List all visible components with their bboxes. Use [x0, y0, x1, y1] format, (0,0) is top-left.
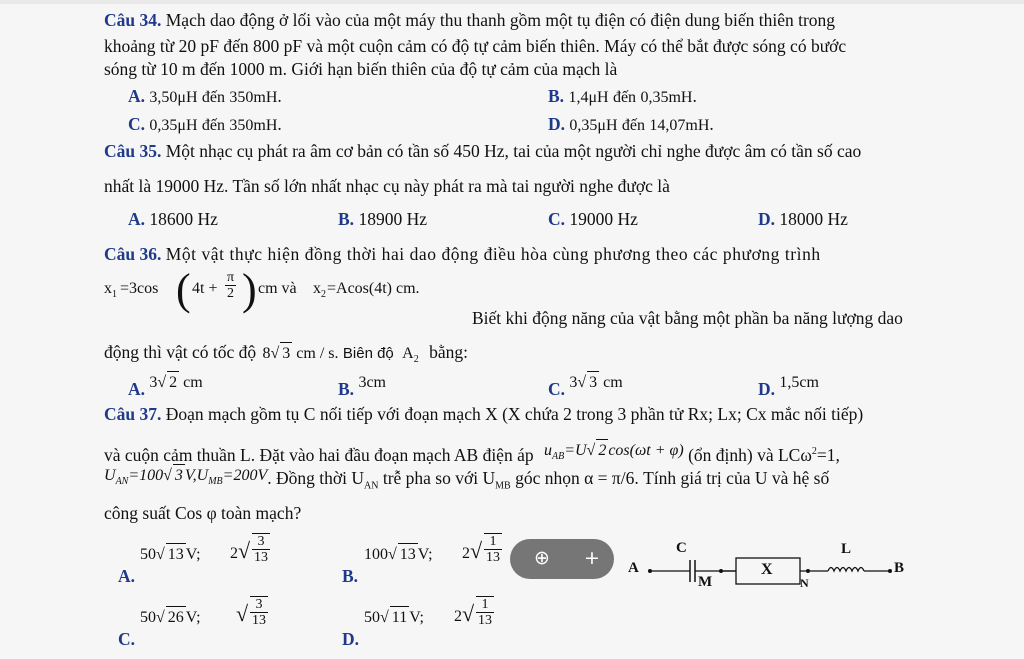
q34-option-b[interactable]: B. 1,4μH đến 0,35mH. — [548, 86, 697, 106]
circuit-svg — [628, 538, 918, 594]
label-n: N — [800, 576, 809, 590]
q37-line1: Câu 37. Đoạn mạch gồm tụ C nối tiếp với đoạn mạch X (X chứa 2 trong 3 phần tử Rx; Lx; Cx mắc nối tiếp) — [104, 404, 864, 424]
q37-option-d[interactable]: D. 50√ 11 V; 2 √ $\frac{1}{13}$ — [342, 597, 492, 649]
q37-option-b[interactable]: B. 100√ 13 V; 2 √ $\frac{1}{13}$ — [342, 534, 500, 586]
q34-line3: sóng từ 10 m đến 1000 m. Giới hạn biến thiên của độ tự cảm của mạch là — [104, 59, 618, 79]
top-strip — [0, 0, 1024, 4]
q36-option-d[interactable]: D. 1,5cm — [758, 374, 819, 399]
q37-line4: công suất Cos φ toàn mạch? — [104, 503, 302, 523]
q37-option-c[interactable]: C. 50√ 26 V; √ $\frac{3}{13}$ — [118, 597, 266, 649]
q36-label: Câu 36. — [104, 244, 162, 264]
q36-option-a[interactable]: A. 3√ 2 cm — [128, 370, 203, 394]
q34-line1: Câu 34. Mạch dao động ở lối vào của một máy thu thanh gồm một tụ điện có điện dung biến thiên trong — [104, 10, 836, 30]
q34-option-d[interactable]: D. 0,35μH đến 14,07mH. — [548, 114, 714, 134]
document-page: Câu 34. Mạch dao động ở lối vào của một máy thu thanh gồm một tụ điện có điện dung biến thiên trong khoảng từ 20 pF đến 800 pF và một cuộn cảm có độ tự cảm biến thiên. Máy có thể bắt được sóng có bước sóng từ 10 m đến 1000 m. Giới hạn biến thiên của độ tự cảm của mạch là A. 3,50μH đến 350mH. B. 1,4μH đến 0,35mH. C. 0,35μH đến 350mH. D. 0,35μH đến 14,07mH. Câu 35. Một nhạc cụ phát ra âm cơ bản có tần số 450 Hz, tai của một người chỉ nghe được âm có tần số cao nhất là 19000 Hz. Tần số lớn nhất nhạc cụ này phát ra mà tai người nghe được là A. 18600 Hz B. 18900 Hz C. 19000 Hz D. 18000 Hz Câu 36. Một vật thực hiện đồng thời hai dao động điều hòa cùng phương theo các phương trình $x_1$ =3cos ( 4t + $\frac{\pi}{2}$ ) cm và $x_2$ =Acos(4t) cm. Biết khi động năng của vật bằng một phần ba năng lượng dao động thì vật có tốc độ 8√ 3 cm / s. Biên độ $A_2$ bằng: A. 3√ 2 cm B. 3cm C. 3√ 3 cm D. 1,5cm Câu 37. Đoạn mạch gồm tụ C nối tiếp với đoạn mạch X (X chứa 2 trong 3 phần tử Rx; Lx; Cx mắc nối tiếp) và cuộn cảm thuần L. Đặt vào hai đầu đoạn mạch AB điện áp $u_{AB}=U√$ 2 cos(ωt + φ) (ổn định) và LCω$^2$=1, $U_{AN}=100√$ 3 $V,U_{MB}=200V$. Đồng thời $U_{AN}$ trễ pha so với $U_{MB}$ góc nhọn α = π/6. Tính giá trị của U và hệ số công suất Cos φ toàn mạch? A. 50√ 13 V; 2 √ $\frac{3}{13}$ B. 100√ 13 V; 2 √ $\frac{1}{13}$ C. 50√ 26 V; √ $\frac{3}{13}$ D. 50√ 11 V; 2 √ $\frac{1}{13}$ ⊕ + A C M X N L B — [0, 0, 1024, 659]
left-paren: ( — [176, 265, 191, 314]
q36-line3: Biết khi động năng của vật bằng một phần ba năng lượng dao — [472, 308, 903, 328]
q35-option-c[interactable]: C. 19000 Hz — [548, 209, 638, 229]
q36-option-b[interactable]: B. 3cm — [338, 374, 386, 399]
q35-option-b[interactable]: B. 18900 Hz — [338, 209, 427, 229]
q35-option-a[interactable]: A. 18600 Hz — [128, 209, 218, 229]
q37-option-a[interactable]: A. 50√ 13 V; 2 √ $\frac{3}{13}$ — [118, 534, 268, 586]
q35-option-d[interactable]: D. 18000 Hz — [758, 209, 848, 229]
zoom-in-button[interactable]: + — [584, 547, 600, 569]
zoom-search-icon[interactable]: ⊕ — [534, 547, 550, 569]
q34-option-a[interactable]: A. 3,50μH đến 350mH. — [128, 86, 282, 106]
q36-line4: động thì vật có tốc độ 8√ 3 cm / s. Biên độ $A_2$ bằng: — [104, 342, 468, 366]
q36-option-c[interactable]: C. 3√ 3 cm — [548, 370, 623, 394]
label-x: X — [761, 561, 773, 578]
q37-line2: và cuộn cảm thuần L. Đặt vào hai đầu đoạn mạch AB điện áp $u_{AB}=U√$ 2 cos(ωt + φ) (ổn định) và LCω$^2$=1, — [104, 441, 840, 474]
pi-over-2: $\frac{\pi}{2}$ — [227, 270, 235, 301]
q34-option-c[interactable]: C. 0,35μH đến 350mH. — [128, 114, 282, 134]
node-a — [648, 569, 652, 573]
q37-label: Câu 37. — [104, 404, 162, 424]
right-paren: ) — [242, 265, 257, 314]
q34-label: Câu 34. — [104, 10, 162, 30]
q36-line1: Câu 36. Một vật thực hiện đồng thời hai dao động điều hòa cùng phương theo các phương trình — [104, 244, 821, 264]
q37-line3: $U_{AN}=100√$ 3 $V,U_{MB}=200V$. Đồng thời $U_{AN}$ trễ pha so với $U_{MB}$ góc nhọn α = π/6. Tính giá trị của U và hệ số — [104, 467, 829, 498]
label-c: C — [676, 540, 687, 556]
label-m: M — [698, 574, 713, 590]
q34-line2: khoảng từ 20 pF đến 800 pF và một cuộn cảm có độ tự cảm biến thiên. Máy có thể bắt được sóng có bước — [104, 36, 847, 56]
q35-label: Câu 35. — [104, 141, 162, 161]
inductor-coil — [828, 568, 864, 572]
q35-line1: Câu 35. Một nhạc cụ phát ra âm cơ bản có tần số 450 Hz, tai của một người chỉ nghe được âm có tần số cao — [104, 141, 862, 161]
label-l: L — [841, 541, 852, 557]
label-b: B — [894, 560, 905, 576]
node-b — [888, 569, 892, 573]
q35-line2: nhất là 19000 Hz. Tần số lớn nhất nhạc cụ này phát ra mà tai người nghe được là — [104, 176, 670, 196]
zoom-toolbar — [510, 539, 614, 579]
node-n — [806, 569, 810, 573]
circuit-diagram — [628, 538, 918, 594]
label-a: A — [628, 560, 639, 576]
